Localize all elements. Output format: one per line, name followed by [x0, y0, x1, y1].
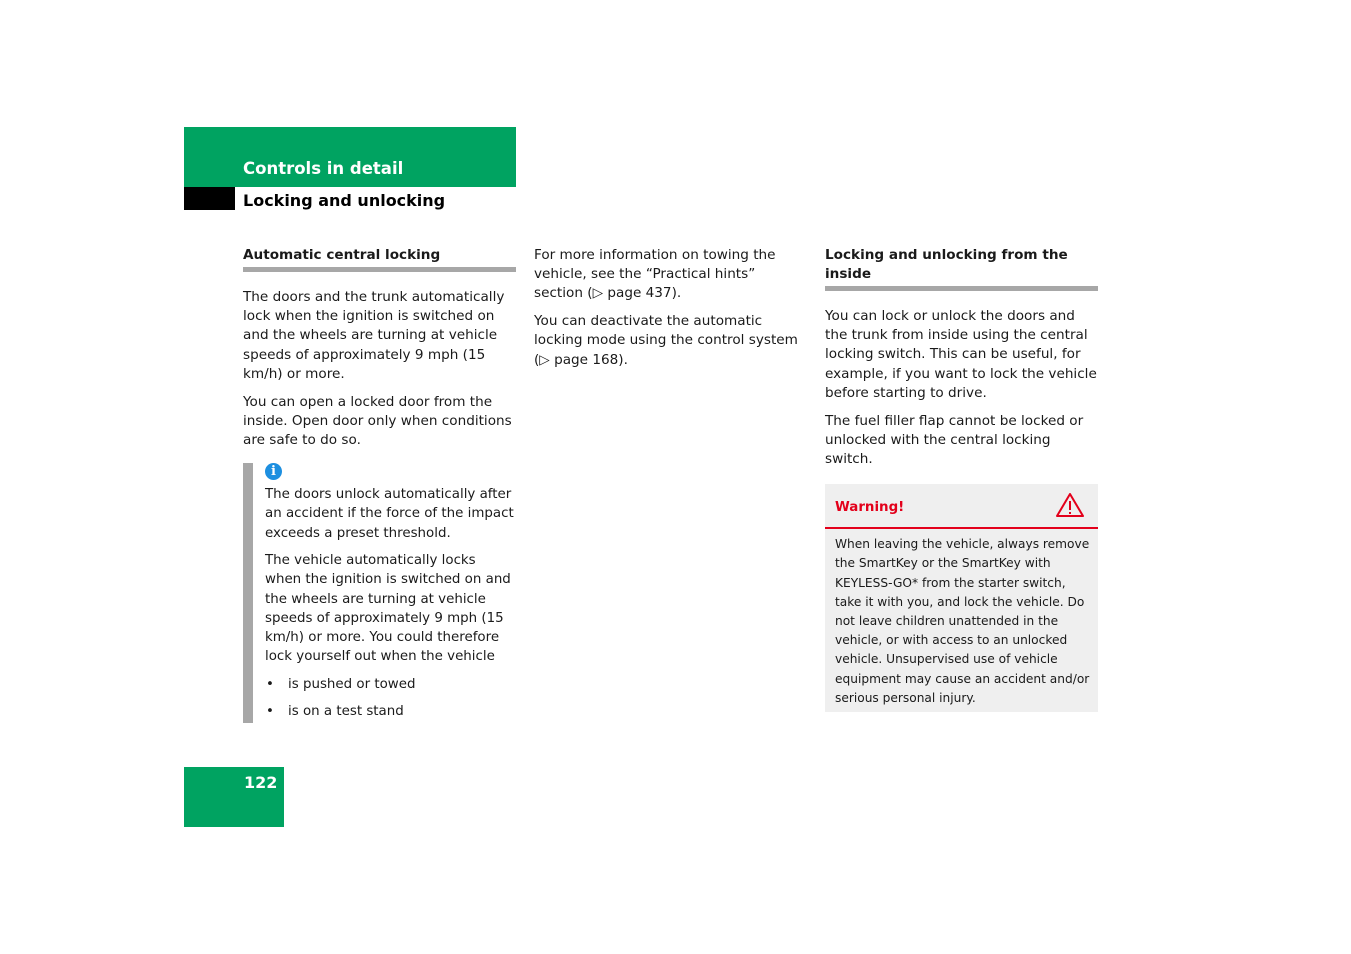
- paragraph: You can lock or unlock the doors and the trunk from inside using the central locking switch. This can be useful, for example, if you want to lock the vehicle before starting to drive.: [825, 308, 1097, 401]
- info-note: [243, 463, 516, 721]
- info-icon: i: [265, 463, 282, 480]
- note-paragraph: The doors unlock automatically after an accident if the force of the impact exceeds a preset threshold.: [265, 487, 514, 541]
- warning-triangle-icon: [1055, 492, 1085, 518]
- page-number: 122: [244, 773, 278, 792]
- chapter-title: Controls in detail: [243, 159, 404, 178]
- paragraph: You can open a locked door from the inside. Open door only when conditions are safe to do so.: [243, 393, 512, 448]
- header-band: [184, 127, 516, 187]
- warning-header: [825, 484, 1098, 529]
- paragraph: The fuel filler flap cannot be locked or unlocked with the central locking switch.: [825, 412, 1084, 467]
- column-right: [825, 246, 1098, 712]
- list-item: • is on a test stand: [265, 702, 516, 721]
- warning-text: When leaving the vehicle, always remove the SmartKey or the SmartKey with KEYLESS-GO* from the starter switch, take it with you, and lock the vehicle. Do not leave children unattended in the vehicle, or with access to an unlocked vehicle. Unsupervised use of vehicle equipment may cause an accident and/or serious personal injury.: [835, 537, 1090, 705]
- list-item: • is pushed or towed: [265, 675, 516, 694]
- paragraph: For more information on towing the vehicle, see the “Practical hints” section (▷ page 437).: [534, 247, 776, 302]
- warning-label: Warning!: [835, 500, 905, 516]
- warning-box: [825, 484, 1098, 712]
- paragraph: The doors and the trunk automatically lock when the ignition is switched on and the wheels are turning at vehicle speeds of approximately 9 mph (15 km/h) or more.: [243, 289, 505, 382]
- column-middle: [534, 246, 807, 378]
- section-marker: [184, 187, 235, 210]
- heading-automatic-central-locking: Automatic central locking: [243, 246, 516, 272]
- note-paragraph: The vehicle automatically locks when the ignition is switched on and the wheels are turning at vehicle speeds of approximately 9 mph (15 km/h) or more. You could therefore lock yourself out when the vehicle: [265, 553, 511, 665]
- bullet-list: [265, 675, 516, 721]
- paragraph: You can deactivate the automatic locking mode using the control system (▷ page 168).: [534, 313, 798, 368]
- heading-locking-from-inside: Locking and unlocking from the inside: [825, 246, 1098, 291]
- column-left: [243, 246, 516, 729]
- note-bar: [243, 463, 253, 723]
- section-title: Locking and unlocking: [243, 191, 446, 210]
